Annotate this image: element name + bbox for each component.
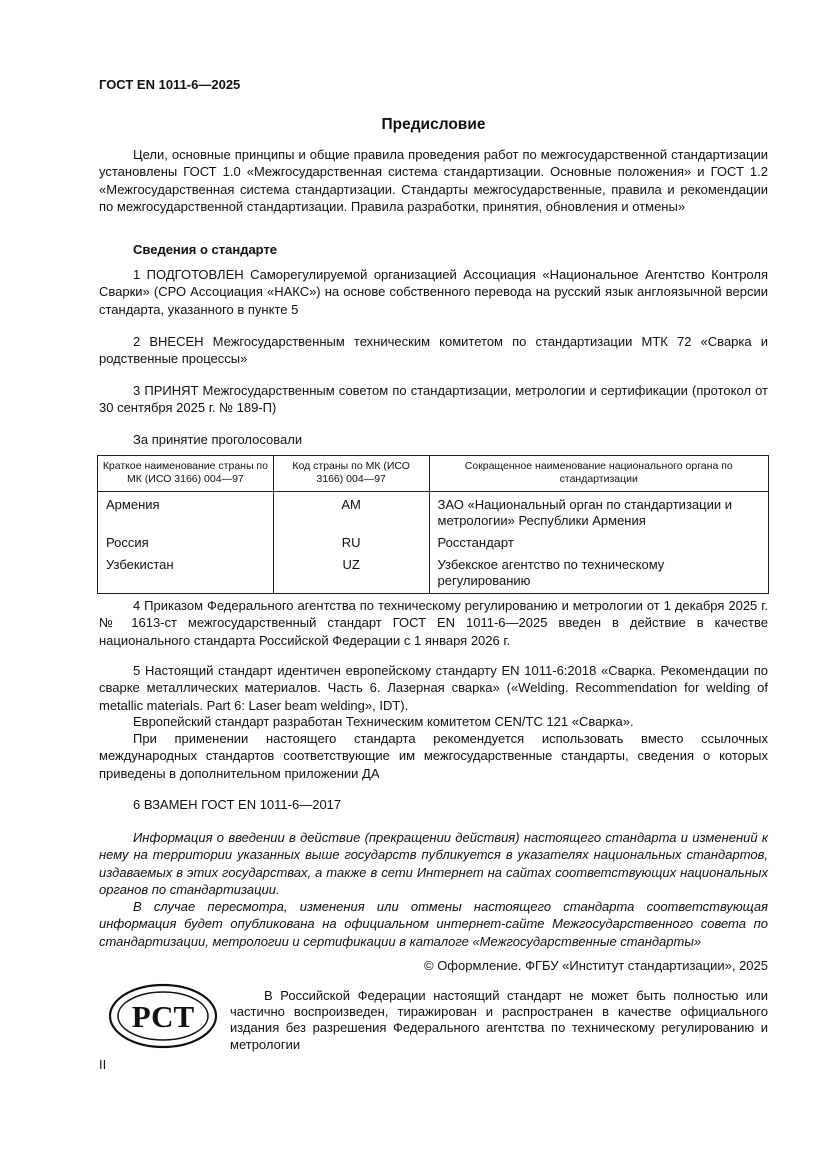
notice-introduction: Информация о введении в действие (прекращении действия) настоящего стандарта и изменений к нему на территории указанных выше государств публикуется в указателях национальных стандартов, издаваемых в этих государствах, а также в сети Интернет на сайтах соответствующих национальных органов по стандартизации.	[99, 830, 768, 898]
rf-copyright-notice: В Российской Федерации настоящий стандарт не может быть полностью или частично воспроизведен, тиражирован и распространен в качестве официального издания без разрешения Федерального агентства по техническому регулированию и метрологии	[230, 988, 768, 1052]
code-cell: RU	[273, 535, 429, 557]
header-code: Код страны по МК (ИСО 3166) 004—97	[273, 456, 429, 492]
item-5-reference-note: При применении настоящего стандарта рекомендуется использовать вместо ссылочных международных стандартов соответствующие им межгосударственные стандарты, сведения о которых приведены в дополнительном приложении ДА	[99, 731, 768, 781]
voting-table	[97, 455, 769, 594]
page-title: Предисловие	[381, 116, 486, 133]
info-heading: Сведения о стандарте	[133, 242, 278, 257]
table-header-row	[98, 456, 769, 492]
rst-logo-icon	[108, 983, 218, 1049]
item-5-note: Европейский стандарт разработан Техническим комитетом CEN/TC 121 «Сварка».	[133, 714, 634, 729]
item-6: 6 ВЗАМЕН ГОСТ EN 1011-6—2017	[133, 797, 342, 812]
notice-revision: В случае пересмотра, изменения или отмены настоящего стандарта соответствующая информация будет опубликована на официальном интернет-сайте Межгосударственного совета по стандартизации, метрологии и сертификации в каталоге «Межгосударственные стандарты»	[99, 899, 768, 949]
document-header: ГОСТ EN 1011-6—2025	[99, 77, 241, 92]
item-2: 2 ВНЕСЕН Межгосударственным техническим комитетом по стандартизации МТК 72 «Сварка и родственные процессы»	[99, 334, 768, 367]
item-5: 5 Настоящий стандарт идентичен европейскому стандарту EN 1011-6:2018 «Сварка. Рекомендации по сварке металлических материалов. Часть 6. Лазерная сварка» («Welding. Recommendation for welding of metallic materials. Part 6: Laser beam welding», IDT).	[99, 663, 768, 713]
body-cell: Росстандарт	[429, 535, 768, 557]
country-cell: Узбекистан	[98, 557, 274, 594]
header-country: Краткое наименование страны по МК (ИСО 3166) 004—97	[98, 456, 274, 492]
header-body: Сокращенное наименование национального органа по стандартизации	[429, 456, 768, 492]
intro-paragraph: Цели, основные принципы и общие правила проведения работ по межгосударственной стандартизации установлены ГОСТ 1.0 «Межгосударственная система стандартизации. Основные положения» и ГОСТ 1.2 «Межгосударственная система стандартизации. Стандарты межгосударственные, правила и рекомендации по межгосударственной стандартизации. Правила разработки, принятия, обновления и отмены»	[99, 147, 768, 215]
table-row	[98, 535, 769, 557]
code-cell: AM	[273, 492, 429, 536]
item-4: 4 Приказом Федерального агентства по техническому регулированию и метрологии от 1 декабря 2025 г. № 1613-ст межгосударственный стандарт ГОСТ EN 1011-6—2025 введен в действие в качестве национального стандарта Российской Федерации с 1 января 2026 г.	[99, 598, 768, 648]
country-cell: Армения	[98, 492, 274, 536]
table-row	[98, 492, 769, 536]
page-number: II	[99, 1057, 107, 1072]
item-3: 3 ПРИНЯТ Межгосударственным советом по стандартизации, метрологии и сертификации (протокол от 30 сентября 2025 г. № 189-П)	[99, 383, 768, 416]
code-cell: UZ	[273, 557, 429, 594]
copyright-line: © Оформление. ФГБУ «Институт стандартизации», 2025	[424, 958, 768, 973]
body-cell: Узбекское агентство по техническому регулированию	[429, 557, 768, 594]
table-row	[98, 557, 769, 594]
item-1: 1 ПОДГОТОВЛЕН Саморегулируемой организацией Ассоциация «Национальное Агентство Контроля Сварки» (СРО Ассоциация «НАКС») на основе собственного перевода на русский язык англоязычной версии стандарта, указанного в пункте 5	[99, 267, 768, 317]
body-cell: ЗАО «Национальный орган по стандартизации и метрологии» Республики Армения	[429, 492, 768, 536]
country-cell: Россия	[98, 535, 274, 557]
voted-label: За принятие проголосовали	[133, 432, 303, 447]
rst-logo-letters: РСТ	[131, 999, 195, 1034]
